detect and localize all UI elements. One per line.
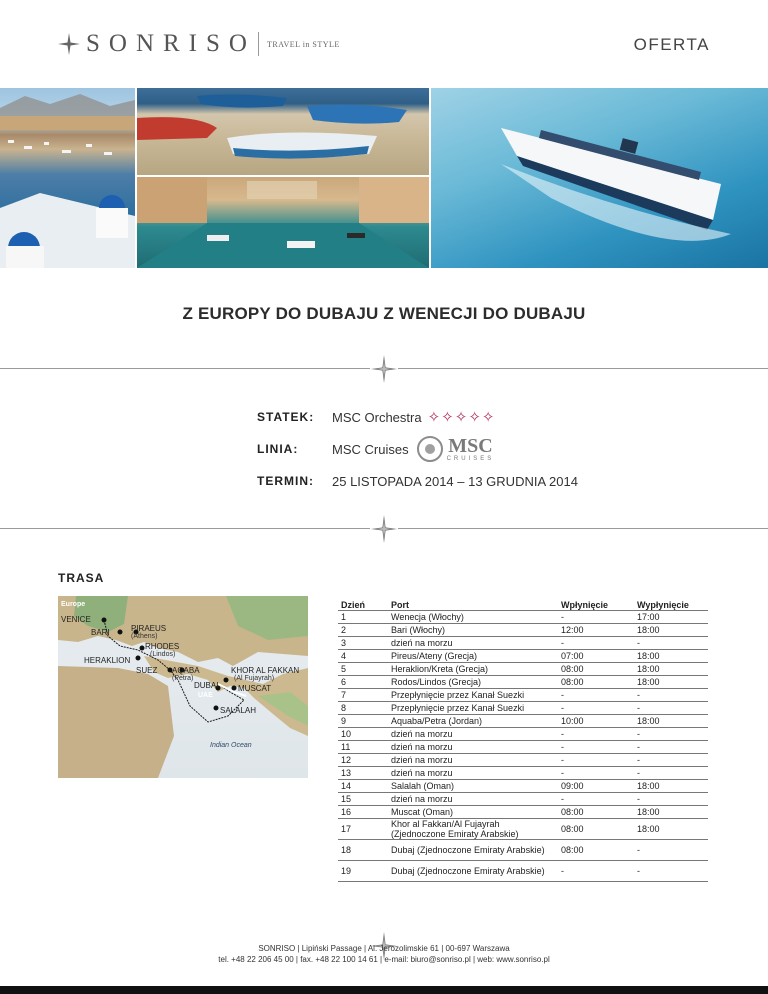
table-row bbox=[338, 701, 708, 714]
map-label-suez: SUEZ bbox=[136, 666, 158, 675]
cell-departure: - bbox=[634, 636, 708, 649]
ship-row bbox=[257, 405, 494, 429]
cell-port: Bari (Włochy) bbox=[388, 623, 558, 636]
map-label-petra: (Petra) bbox=[172, 675, 194, 682]
rating-star-icon: ✧ bbox=[441, 408, 454, 426]
cell-port: Dubaj (Zjednoczone Emiraty Arabskie) bbox=[388, 839, 558, 860]
rating-star-icon: ✧ bbox=[468, 408, 481, 426]
logo-separator bbox=[258, 32, 259, 56]
table-row bbox=[338, 860, 708, 881]
cell-departure: 18:00 bbox=[634, 662, 708, 675]
map-label-khor-al-fakkan: KHOR AL FAKKAN bbox=[231, 666, 300, 675]
cell-departure: - bbox=[634, 688, 708, 701]
msc-emblem-icon bbox=[417, 436, 443, 462]
cell-departure: 18:00 bbox=[634, 805, 708, 818]
map-label-lindos: (Lindos) bbox=[150, 651, 176, 658]
compass-star-icon bbox=[371, 515, 397, 543]
map-label-uae: UAE bbox=[198, 692, 213, 699]
msc-cruises-logo bbox=[417, 436, 495, 462]
cell-day: 8 bbox=[338, 701, 388, 714]
page-title: Z EUROPY DO DUBAJU Z WENECJI DO DUBAJU bbox=[182, 304, 586, 323]
cell-arrival: - bbox=[558, 701, 634, 714]
date-row bbox=[257, 469, 578, 493]
cell-departure: 18:00 bbox=[634, 818, 708, 839]
ship-value: MSC Orchestra bbox=[332, 409, 422, 425]
date-value: 25 LISTOPADA 2014 – 13 GRUDNIA 2014 bbox=[332, 473, 578, 489]
cell-arrival: - bbox=[558, 792, 634, 805]
cell-day: 14 bbox=[338, 779, 388, 792]
cell-port: Wenecja (Włochy) bbox=[388, 610, 558, 623]
map-label-aqaba: AQABA bbox=[172, 666, 200, 675]
cell-arrival: 09:00 bbox=[558, 779, 634, 792]
cell-arrival: - bbox=[558, 727, 634, 740]
line-row bbox=[257, 437, 494, 461]
cell-departure: 17:00 bbox=[634, 610, 708, 623]
cell-arrival: 10:00 bbox=[558, 714, 634, 727]
cell-arrival: 07:00 bbox=[558, 649, 634, 662]
cell-departure: 18:00 bbox=[634, 714, 708, 727]
rating-star-icon: ✧ bbox=[454, 408, 468, 426]
cell-departure: - bbox=[634, 753, 708, 766]
cell-arrival: - bbox=[558, 860, 634, 881]
cell-arrival: - bbox=[558, 766, 634, 779]
cell-departure: - bbox=[634, 860, 708, 881]
cell-departure: - bbox=[634, 792, 708, 805]
cell-port: Pireus/Ateny (Grecja) bbox=[388, 649, 558, 662]
table-row bbox=[338, 662, 708, 675]
venice-canal-photo bbox=[137, 177, 429, 268]
table-row bbox=[338, 649, 708, 662]
table-row bbox=[338, 623, 708, 636]
map-label-muscat: MUSCAT bbox=[238, 684, 272, 693]
cell-day: 3 bbox=[338, 636, 388, 649]
page-header bbox=[0, 0, 768, 88]
table-row bbox=[338, 714, 708, 727]
rating-star-icon: ✧ bbox=[427, 408, 441, 426]
cell-port: dzień na morzu bbox=[388, 740, 558, 753]
map-label-bari: BARI bbox=[91, 628, 110, 637]
brand-tagline: TRAVEL in STYLE bbox=[266, 39, 340, 49]
map-label-venice: VENICE bbox=[61, 615, 91, 624]
cell-port: Dubaj (Zjednoczone Emiraty Arabskie) bbox=[388, 860, 558, 881]
col-header-port: Port bbox=[388, 596, 558, 610]
map-label-heraklion: HERAKLION bbox=[84, 656, 131, 665]
map-label-rhodes: RHODES bbox=[145, 642, 180, 651]
cell-day: 5 bbox=[338, 662, 388, 675]
cell-port: Heraklion/Kreta (Grecja) bbox=[388, 662, 558, 675]
col-header-arrival: Wpłynięcie bbox=[558, 596, 634, 610]
table-row bbox=[338, 805, 708, 818]
photo-strip bbox=[0, 88, 768, 268]
cell-departure: 18:00 bbox=[634, 649, 708, 662]
cell-arrival: - bbox=[558, 740, 634, 753]
table-row bbox=[338, 766, 708, 779]
line-label: LINIA: bbox=[257, 442, 299, 456]
footer-address: SONRISO | Lipiński Passage | Al. Jerozolimskie 61 | 00-697 Warszawa bbox=[258, 944, 510, 953]
cell-arrival: - bbox=[558, 753, 634, 766]
sonriso-logo bbox=[58, 30, 340, 58]
cell-day: 7 bbox=[338, 688, 388, 701]
cell-departure: - bbox=[634, 740, 708, 753]
msc-logo-subtext: CRUISES bbox=[446, 456, 495, 462]
cell-port: Przepłynięcie przez Kanał Suezki bbox=[388, 701, 558, 714]
table-row bbox=[338, 792, 708, 805]
cell-departure: 18:00 bbox=[634, 623, 708, 636]
table-row bbox=[338, 727, 708, 740]
cell-day: 11 bbox=[338, 740, 388, 753]
section-divider bbox=[0, 515, 768, 543]
compass-star-icon bbox=[371, 355, 397, 383]
harbor-photo bbox=[0, 88, 135, 268]
msc-logo-text: MSC bbox=[448, 435, 493, 457]
cell-port: Khor al Fakkan/Al Fujayrah (Zjednoczone Emiraty Arabskie) bbox=[388, 818, 558, 839]
table-row bbox=[338, 688, 708, 701]
cell-arrival: 08:00 bbox=[558, 675, 634, 688]
map-label-dubai: DUBAI bbox=[194, 681, 219, 690]
cell-day: 17 bbox=[338, 818, 388, 839]
cell-day: 15 bbox=[338, 792, 388, 805]
map-label-fujayrah: (Al Fujayrah) bbox=[234, 675, 275, 682]
cell-arrival: - bbox=[558, 688, 634, 701]
table-row bbox=[338, 818, 708, 839]
compass-star-icon bbox=[58, 33, 80, 55]
cell-day: 13 bbox=[338, 766, 388, 779]
table-row bbox=[338, 610, 708, 623]
cell-port: Rodos/Lindos (Grecja) bbox=[388, 675, 558, 688]
cell-arrival: 08:00 bbox=[558, 805, 634, 818]
cell-day: 6 bbox=[338, 675, 388, 688]
cell-arrival: 08:00 bbox=[558, 818, 634, 839]
footer-contact: tel. +48 22 206 45 00 | fax. +48 22 100 14 61 | e-mail: biuro@sonriso.pl | web: www.sonriso.pl bbox=[218, 955, 550, 964]
table-row bbox=[338, 675, 708, 688]
map-label-indian-ocean: Indian Ocean bbox=[210, 742, 252, 749]
cell-day: 12 bbox=[338, 753, 388, 766]
cell-arrival: 08:00 bbox=[558, 839, 634, 860]
cell-day: 2 bbox=[338, 623, 388, 636]
line-value: MSC Cruises bbox=[332, 441, 409, 457]
section-divider bbox=[0, 355, 768, 383]
cruise-ship-photo bbox=[431, 88, 768, 268]
map-label-salalah: SALALAH bbox=[220, 706, 257, 715]
map-label-athens: (Athens) bbox=[131, 633, 158, 640]
cell-day: 16 bbox=[338, 805, 388, 818]
cell-departure: - bbox=[634, 701, 708, 714]
table-row bbox=[338, 753, 708, 766]
cell-departure: 18:00 bbox=[634, 779, 708, 792]
col-header-departure: Wypłynięcie bbox=[634, 596, 708, 610]
table-row bbox=[338, 636, 708, 649]
cell-day: 4 bbox=[338, 649, 388, 662]
fishing-boats-photo bbox=[137, 88, 429, 175]
cell-port: Przepłynięcie przez Kanał Suezki bbox=[388, 688, 558, 701]
col-header-day: Dzień bbox=[338, 596, 388, 610]
route-map bbox=[58, 596, 308, 778]
cell-port: Aquaba/Petra (Jordan) bbox=[388, 714, 558, 727]
table-row bbox=[338, 779, 708, 792]
cell-arrival: 12:00 bbox=[558, 623, 634, 636]
cell-arrival: - bbox=[558, 636, 634, 649]
brand-name: SONRISO bbox=[86, 30, 256, 57]
date-label: TERMIN: bbox=[257, 474, 314, 488]
map-label-europe: Europe bbox=[61, 601, 86, 608]
ship-rating bbox=[428, 410, 495, 425]
rating-star-icon: ✧ bbox=[481, 408, 495, 426]
offer-badge: OFERTA bbox=[633, 35, 710, 54]
table-row bbox=[338, 740, 708, 753]
cell-departure: - bbox=[634, 766, 708, 779]
table-row bbox=[338, 839, 708, 860]
cell-port: dzień na morzu bbox=[388, 727, 558, 740]
cell-port: dzień na morzu bbox=[388, 766, 558, 779]
cell-port: Muscat (Oman) bbox=[388, 805, 558, 818]
ship-label: STATEK: bbox=[257, 410, 315, 424]
cell-arrival: 08:00 bbox=[558, 662, 634, 675]
cell-port: dzień na morzu bbox=[388, 636, 558, 649]
map-label-piraeus: PIRAEUS bbox=[131, 624, 167, 633]
itinerary-table bbox=[338, 596, 708, 882]
cell-day: 9 bbox=[338, 714, 388, 727]
cell-day: 18 bbox=[338, 839, 388, 860]
page-footer bbox=[0, 943, 768, 965]
cell-port: Salalah (Oman) bbox=[388, 779, 558, 792]
table-header-row bbox=[338, 596, 708, 610]
cell-day: 10 bbox=[338, 727, 388, 740]
cell-day: 19 bbox=[338, 860, 388, 881]
cell-port: dzień na morzu bbox=[388, 792, 558, 805]
cell-arrival: - bbox=[558, 610, 634, 623]
cell-departure: - bbox=[634, 839, 708, 860]
cell-port: dzień na morzu bbox=[388, 753, 558, 766]
bottom-bar bbox=[0, 986, 768, 994]
cell-day: 1 bbox=[338, 610, 388, 623]
cell-departure: - bbox=[634, 727, 708, 740]
route-heading: TRASA bbox=[58, 571, 105, 585]
cell-departure: 18:00 bbox=[634, 675, 708, 688]
